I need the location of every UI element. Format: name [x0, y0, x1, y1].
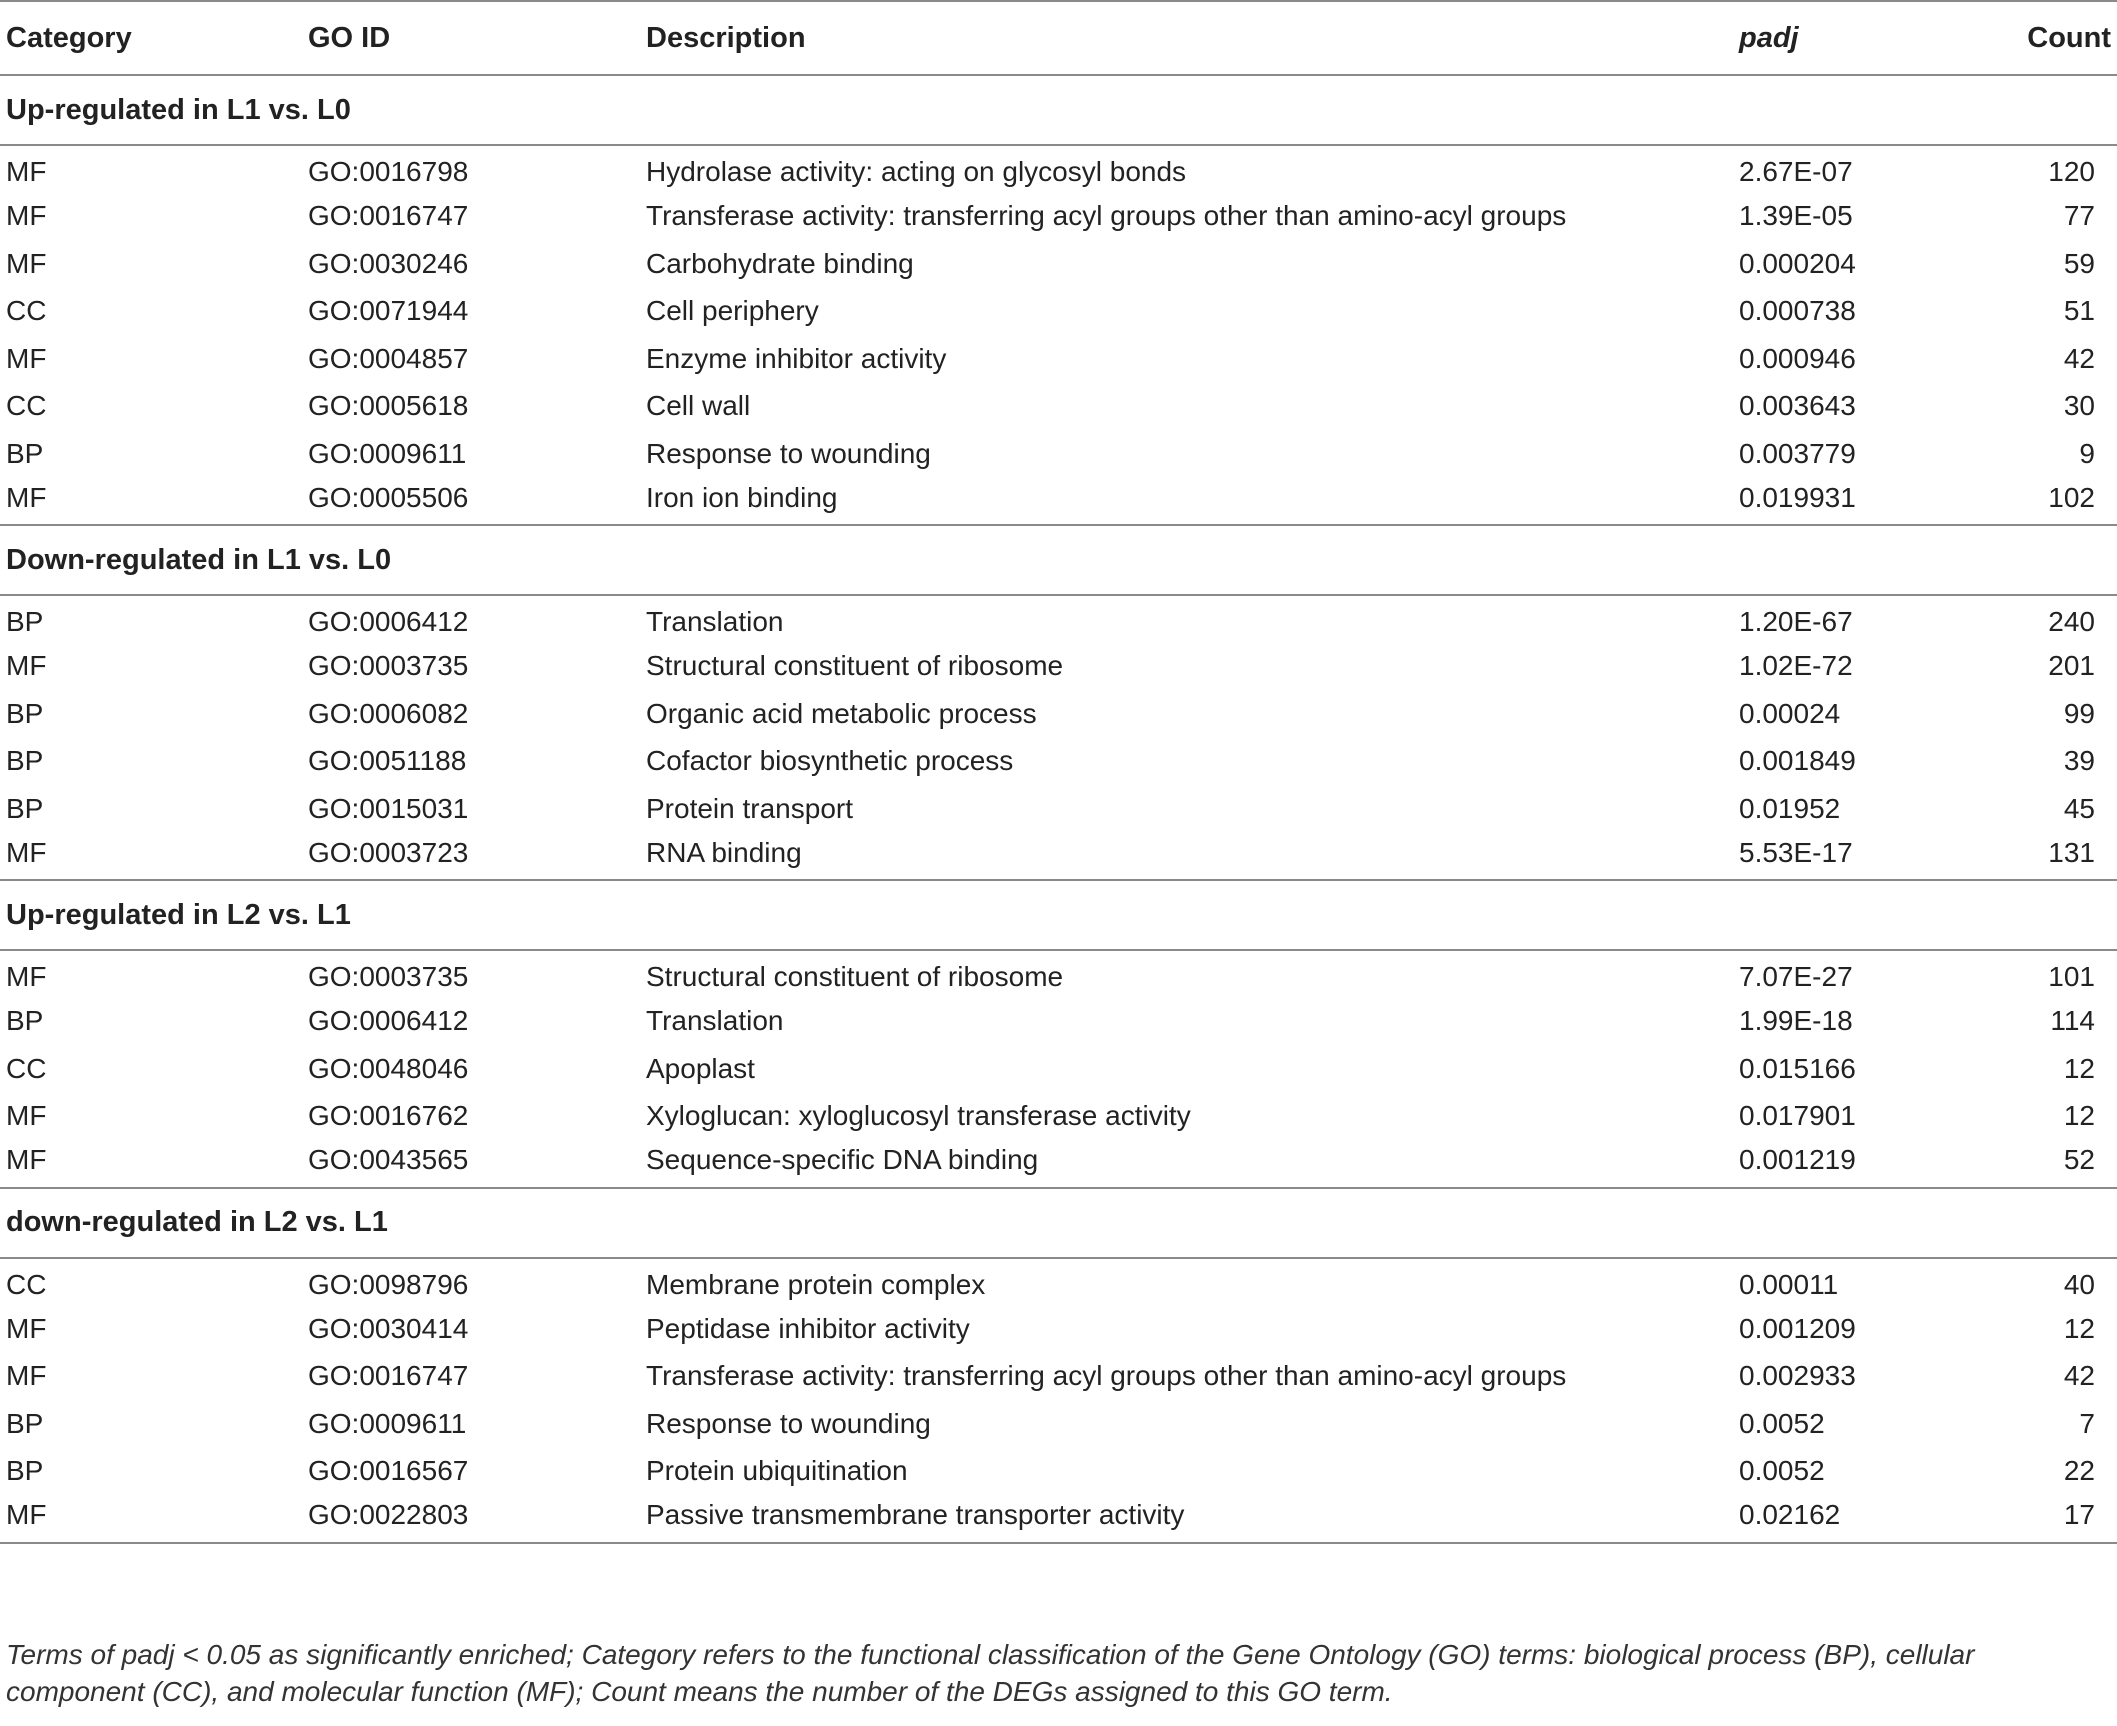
cell-go-id: GO:0071944 [308, 295, 469, 327]
cell-count: 12 [2063, 1312, 2095, 1344]
cell-padj: 1.20E-67 [1739, 606, 1853, 638]
cell-go-id: GO:0006082 [308, 697, 469, 729]
cell-category: MF [6, 247, 47, 279]
cell-go-id: GO:0016567 [308, 1455, 469, 1487]
cell-category: BP [6, 697, 44, 729]
table-row [0, 1093, 2117, 1141]
cell-padj: 0.01952 [1739, 792, 1841, 824]
table-row [0, 193, 2117, 241]
cell-count: 30 [2063, 390, 2095, 422]
cell-go-id: GO:0009611 [308, 437, 467, 469]
cell-category: MF [6, 342, 47, 374]
table-row [0, 383, 2117, 431]
header-padj [1733, 1, 2003, 75]
cell-go-id: GO:0043565 [308, 1144, 469, 1176]
cell-category: MF [6, 1144, 47, 1176]
cell-count: 12 [2063, 1052, 2095, 1084]
cell-count: 12 [2063, 1100, 2095, 1132]
cell-category: CC [6, 390, 47, 422]
cell-count: 22 [2063, 1455, 2095, 1487]
cell-description: Carbohydrate binding [646, 247, 914, 279]
cell-category: MF [6, 650, 47, 682]
cell-go-id: GO:0051188 [308, 745, 467, 777]
cell-description: Transferase activity: transferring acyl groups other than amino-acyl groups [646, 200, 1567, 232]
header-go-id: GO ID [308, 21, 391, 54]
cell-padj: 0.000204 [1739, 247, 1856, 279]
cell-category: MF [6, 1312, 47, 1344]
cell-count: 120 [2048, 156, 2095, 188]
cell-padj: 0.001219 [1739, 1144, 1856, 1176]
table-row [0, 785, 2117, 833]
header-row [0, 1, 2117, 75]
cell-padj: 0.003643 [1739, 390, 1856, 422]
cell-description: Protein transport [646, 792, 853, 824]
cell-category: BP [6, 792, 44, 824]
cell-count: 201 [2048, 650, 2095, 682]
cell-count: 17 [2063, 1499, 2095, 1531]
cell-go-id: GO:0003735 [308, 650, 469, 682]
cell-count: 42 [2063, 342, 2095, 374]
cell-count: 51 [2063, 295, 2095, 327]
cell-count: 39 [2063, 745, 2095, 777]
cell-description: Apoplast [646, 1052, 755, 1084]
cell-go-id: GO:0003723 [308, 836, 469, 868]
table-row [0, 643, 2117, 691]
table-row [0, 1353, 2117, 1401]
cell-padj: 5.53E-17 [1739, 836, 1853, 868]
cell-description: Translation [646, 606, 784, 638]
cell-description: Cell wall [646, 390, 751, 422]
cell-padj: 0.017901 [1739, 1100, 1856, 1132]
section-header-row [0, 880, 2117, 950]
table-row [0, 288, 2117, 336]
cell-description: Membrane protein complex [646, 1268, 986, 1300]
cell-padj: 0.000946 [1739, 342, 1856, 374]
cell-description: Cofactor biosynthetic process [646, 745, 1014, 777]
table-row [0, 950, 2117, 998]
cell-go-id: GO:0015031 [308, 792, 469, 824]
cell-padj: 0.0052 [1739, 1407, 1825, 1439]
cell-category: MF [6, 481, 47, 513]
cell-count: 102 [2048, 481, 2095, 513]
cell-category: CC [6, 295, 47, 327]
section-title: Up-regulated in L1 vs. L0 [6, 93, 351, 126]
table-row [0, 1400, 2117, 1448]
table-row [0, 240, 2117, 288]
cell-padj: 1.02E-72 [1739, 650, 1853, 682]
cell-category: MF [6, 1100, 47, 1132]
table-row [0, 335, 2117, 383]
cell-padj: 1.99E-18 [1739, 1005, 1853, 1037]
section-title: Up-regulated in L2 vs. L1 [6, 898, 351, 931]
table-row [0, 430, 2117, 478]
cell-description: Cell periphery [646, 295, 819, 327]
header-padj-label: padj [1739, 21, 1799, 54]
cell-description: Protein ubiquitination [646, 1455, 908, 1487]
cell-padj: 0.00024 [1739, 697, 1841, 729]
cell-padj: 0.0052 [1739, 1455, 1825, 1487]
cell-go-id: GO:0022803 [308, 1499, 469, 1531]
table-row [0, 1448, 2117, 1496]
cell-description: Enzyme inhibitor activity [646, 342, 947, 374]
cell-go-id: GO:0004857 [308, 342, 469, 374]
cell-go-id: GO:0009611 [308, 1407, 467, 1439]
cell-description: Translation [646, 1005, 784, 1037]
section-title: Down-regulated in L1 vs. L0 [6, 543, 392, 576]
cell-description: Transferase activity: transferring acyl groups other than amino-acyl groups [646, 1360, 1567, 1392]
cell-padj: 2.67E-07 [1739, 156, 1853, 188]
cell-category: MF [6, 1360, 47, 1392]
cell-description: Peptidase inhibitor activity [646, 1312, 970, 1344]
cell-padj: 0.002933 [1739, 1360, 1856, 1392]
cell-go-id: GO:0005618 [308, 390, 469, 422]
cell-category: BP [6, 437, 44, 469]
cell-padj: 0.003779 [1739, 437, 1856, 469]
cell-description: Xyloglucan: xyloglucosyl transferase activity [646, 1100, 1191, 1132]
cell-category: MF [6, 961, 47, 993]
cell-count: 7 [2079, 1407, 2095, 1439]
cell-go-id: GO:0016762 [308, 1100, 469, 1132]
cell-category: BP [6, 745, 44, 777]
table-row [0, 478, 2117, 526]
cell-description: Sequence-specific DNA binding [646, 1144, 1039, 1176]
cell-go-id: GO:0006412 [308, 1005, 469, 1037]
cell-count: 99 [2063, 697, 2095, 729]
table-row [0, 833, 2117, 881]
table-row [0, 1258, 2117, 1306]
cell-go-id: GO:0098796 [308, 1268, 469, 1300]
cell-description: Hydrolase activity: acting on glycosyl bonds [646, 156, 1187, 188]
cell-go-id: GO:0016798 [308, 156, 469, 188]
cell-count: 114 [2050, 1005, 2095, 1037]
table-row [0, 1305, 2117, 1353]
cell-go-id: GO:0005506 [308, 481, 469, 513]
cell-description: Structural constituent of ribosome [646, 961, 1064, 993]
cell-go-id: GO:0006412 [308, 606, 469, 638]
cell-padj: 0.02162 [1739, 1499, 1841, 1531]
table-row [0, 998, 2117, 1046]
cell-padj: 0.015166 [1739, 1052, 1856, 1084]
section-header-row [0, 75, 2117, 145]
header-description: Description [646, 21, 806, 54]
cell-padj: 0.00011 [1739, 1268, 1839, 1300]
cell-description: Organic acid metabolic process [646, 697, 1037, 729]
cell-padj: 1.39E-05 [1739, 200, 1853, 232]
cell-count: 45 [2063, 792, 2095, 824]
cell-padj: 0.019931 [1739, 481, 1856, 513]
table-body [0, 75, 2117, 1543]
cell-go-id: GO:0030414 [308, 1312, 469, 1344]
section-header-row [0, 525, 2117, 595]
cell-category: BP [6, 1005, 44, 1037]
cell-count: 131 [2048, 836, 2095, 868]
cell-description: Passive transmembrane transporter activity [646, 1499, 1185, 1531]
table-row [0, 738, 2117, 786]
cell-padj: 0.000738 [1739, 295, 1856, 327]
cell-description: Response to wounding [646, 1407, 931, 1439]
cell-padj: 0.001849 [1739, 745, 1856, 777]
cell-description: Structural constituent of ribosome [646, 650, 1064, 682]
cell-category: MF [6, 836, 47, 868]
table-row [0, 690, 2117, 738]
cell-description: Iron ion binding [646, 481, 838, 513]
cell-count: 77 [2063, 200, 2095, 232]
cell-go-id: GO:0016747 [308, 1360, 469, 1392]
cell-count: 240 [2048, 606, 2095, 638]
cell-padj: 7.07E-27 [1739, 961, 1853, 993]
table-row [0, 1140, 2117, 1188]
cell-padj: 0.001209 [1739, 1312, 1856, 1344]
cell-go-id: GO:0003735 [308, 961, 469, 993]
cell-category: BP [6, 606, 44, 638]
table-row [0, 1495, 2117, 1543]
cell-count: 101 [2048, 961, 2095, 993]
cell-category: CC [6, 1052, 47, 1084]
table-row [0, 595, 2117, 643]
cell-category: MF [6, 156, 47, 188]
cell-count: 9 [2079, 437, 2095, 469]
table-row [0, 145, 2117, 193]
cell-count: 42 [2063, 1360, 2095, 1392]
table-footnote: Terms of padj < 0.05 as significantly enriched; Category refers to the functional classification of the Gene Ontology (GO) terms: biological process (BP), cellular component (CC), and molecular function (MF); Count means the number of the DEGs assigned to this GO term. [6, 1639, 1975, 1707]
cell-go-id: GO:0048046 [308, 1052, 469, 1084]
cell-description: RNA binding [646, 836, 802, 868]
header-category: Category [6, 21, 132, 54]
cell-category: BP [6, 1407, 44, 1439]
cell-category: BP [6, 1455, 44, 1487]
table-row [0, 1045, 2117, 1093]
cell-count: 40 [2063, 1268, 2095, 1300]
section-title: down-regulated in L2 vs. L1 [6, 1206, 388, 1238]
header-count: Count [2027, 21, 2111, 54]
section-header-row [0, 1188, 2117, 1258]
cell-go-id: GO:0030246 [308, 247, 469, 279]
cell-category: CC [6, 1268, 47, 1300]
cell-go-id: GO:0016747 [308, 200, 469, 232]
cell-description: Response to wounding [646, 437, 931, 469]
table-header [0, 1, 2117, 75]
cell-count: 59 [2063, 247, 2095, 279]
cell-category: MF [6, 200, 47, 232]
cell-category: MF [6, 1499, 47, 1531]
cell-count: 52 [2063, 1144, 2095, 1176]
